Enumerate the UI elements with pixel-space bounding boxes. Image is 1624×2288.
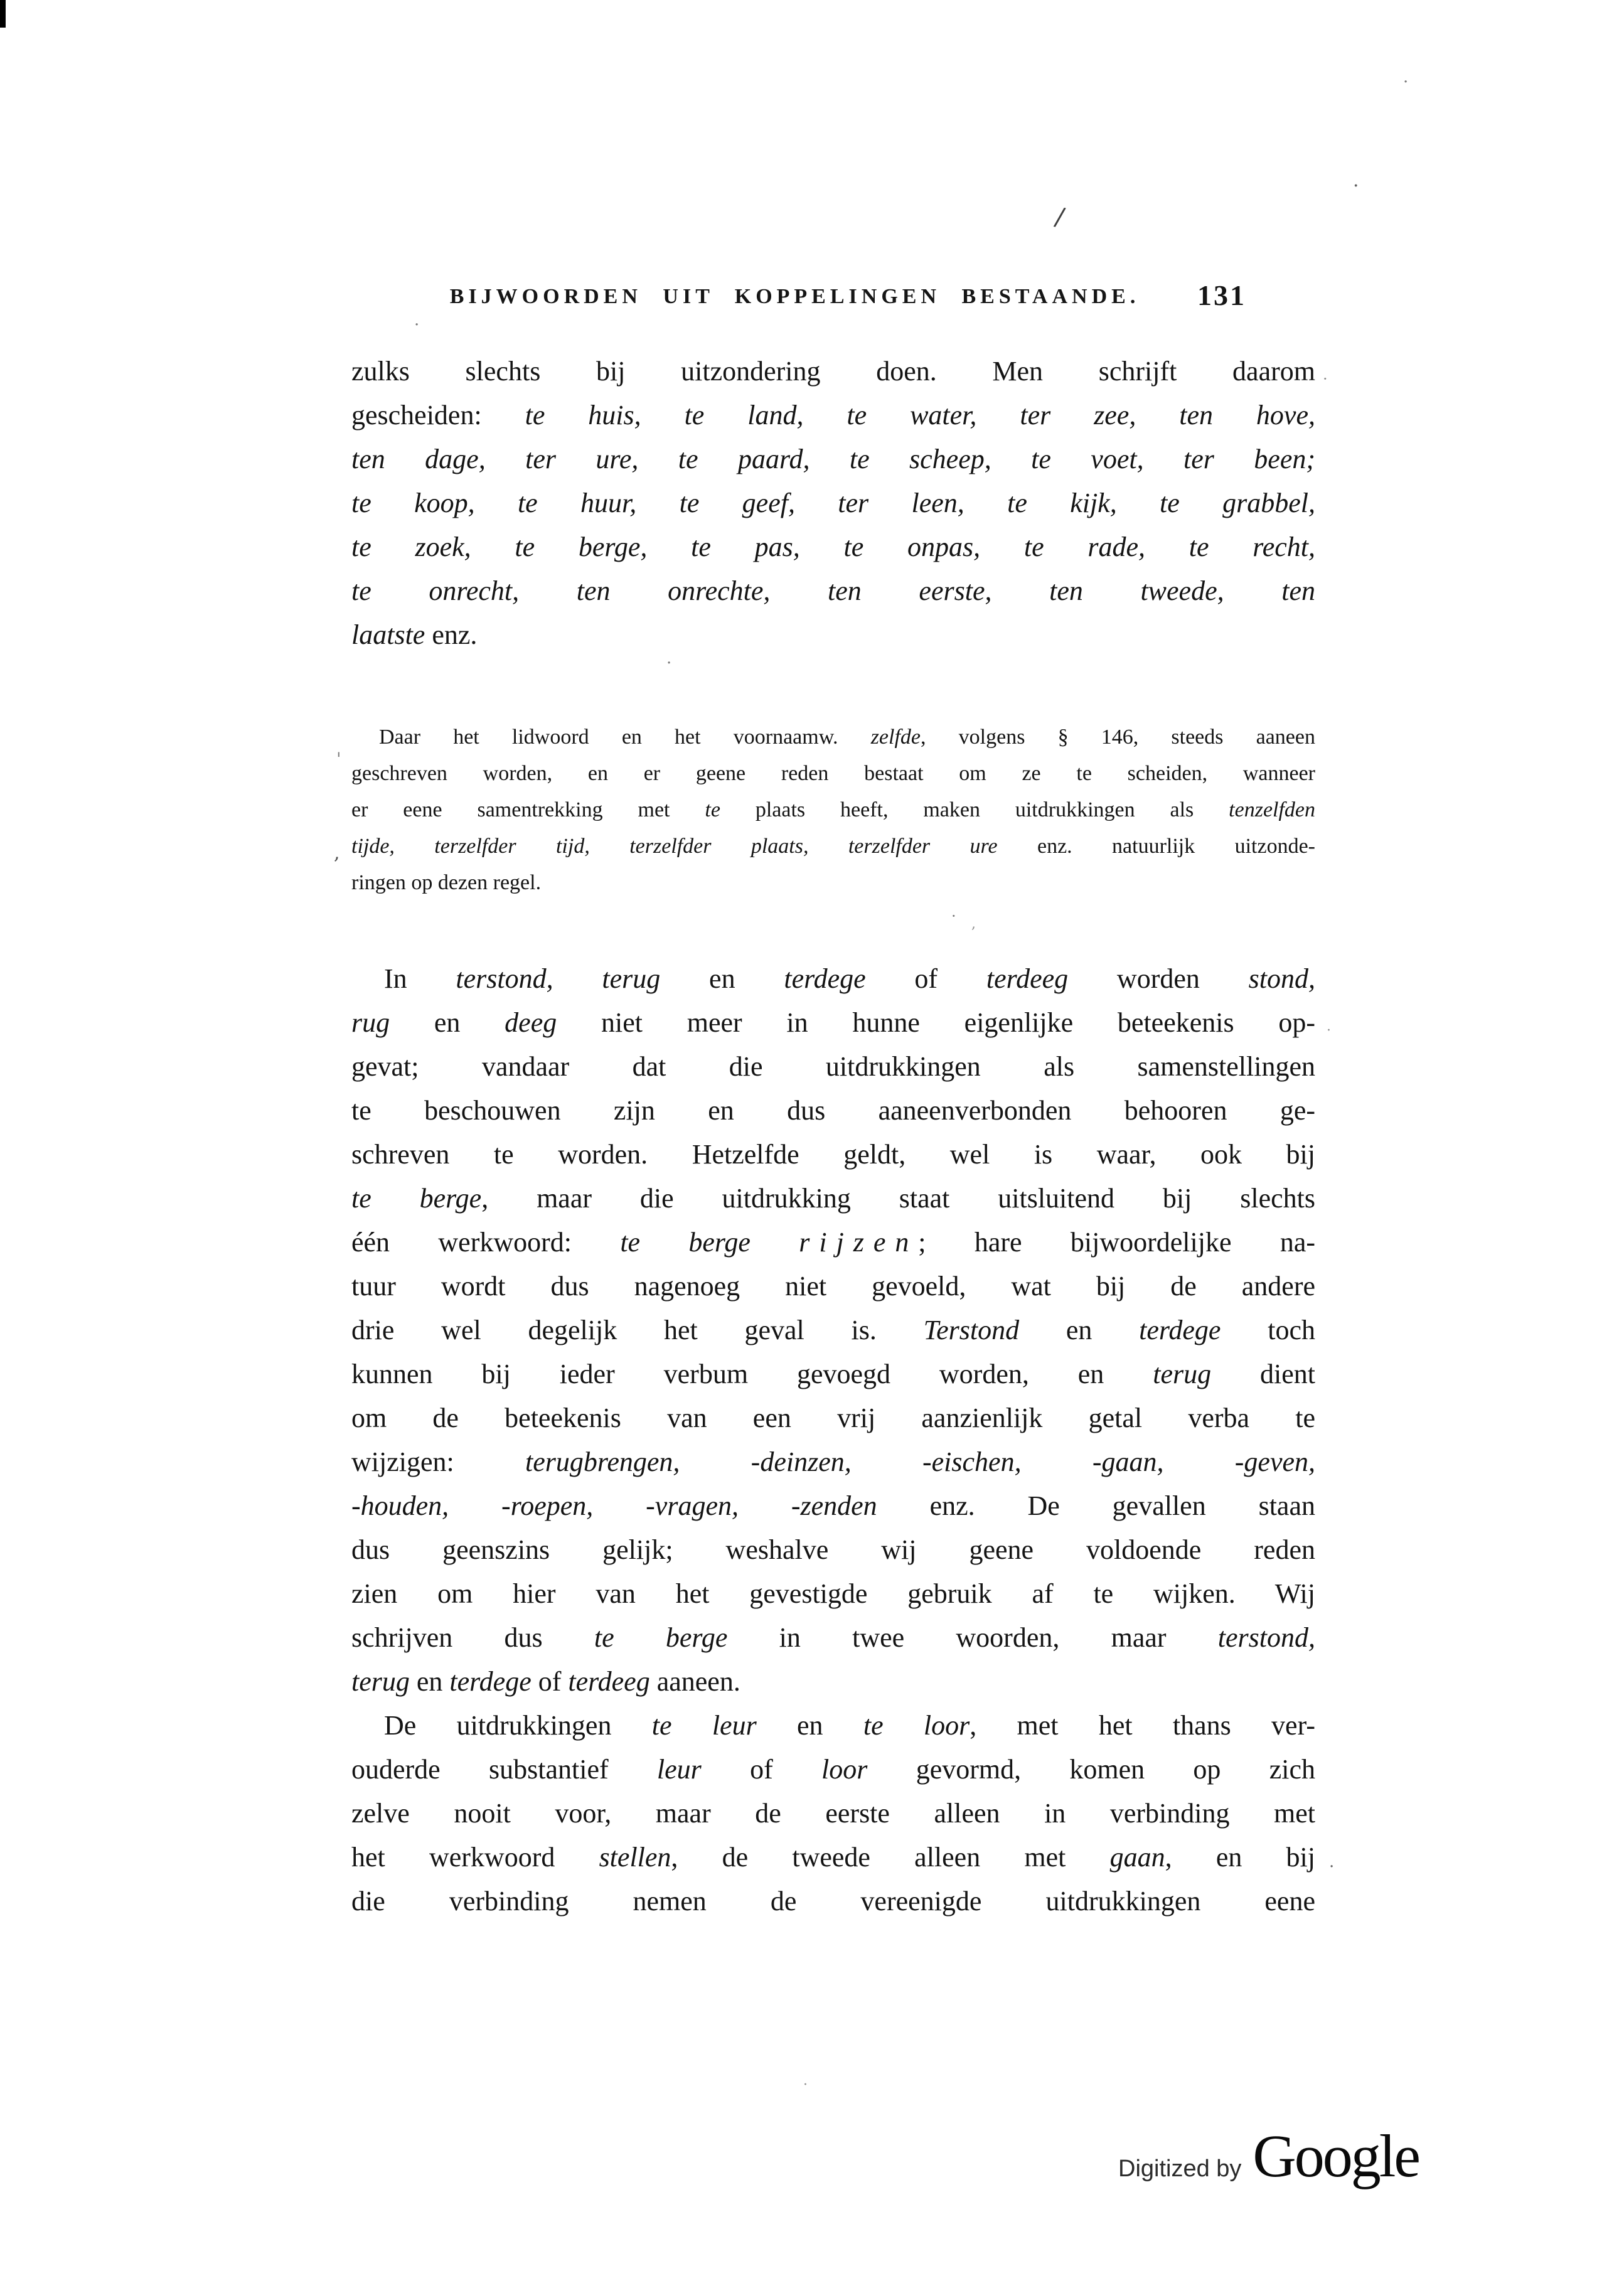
text-run: dient <box>1211 1359 1315 1389</box>
text-line <box>351 1396 1315 1440</box>
italic-run: terdeeg <box>986 963 1069 994</box>
text-line <box>351 1484 1315 1528</box>
text-run: Daar het lidwoord en het voornaamw. <box>379 725 871 749</box>
text-run: één werkwoord: <box>351 1227 621 1258</box>
text-run: het werkwoord <box>351 1842 599 1873</box>
text-run: dus geenszins gelijk; weshalve wij geene voldoende reden <box>351 1534 1315 1565</box>
digitized-by-label: Digitized by <box>1118 2156 1242 2182</box>
paragraph-te-leur <box>351 1704 1315 1923</box>
text-run: enz. natuurlijk uitzonde- <box>997 835 1316 858</box>
text-run: , maar die uitdrukking staat uitsluitend bij slechts <box>481 1183 1315 1214</box>
italic-run: stond, <box>1248 963 1316 994</box>
scan-noise-mark: · <box>666 654 672 673</box>
scan-noise-mark: · <box>1329 1858 1335 1876</box>
italic-run: terstond, terug <box>456 963 661 994</box>
text-run: zelve nooit voor, maar de eerste alleen in verbinding met <box>351 1798 1315 1829</box>
scan-noise-mark: , <box>971 916 976 932</box>
text-run: , en bij <box>1165 1842 1316 1873</box>
text-line <box>351 756 1315 792</box>
text-run: , volgens § 146, steeds aaneen <box>921 725 1315 749</box>
text-run: gescheiden: <box>351 400 525 430</box>
text-run: in twee woorden, maar <box>727 1622 1218 1653</box>
italic-run: -houden, -roepen, -vragen, -zenden <box>351 1490 877 1521</box>
small-print-note <box>351 719 1315 901</box>
text-line <box>351 569 1315 613</box>
text-run: De uitdrukkingen <box>384 1710 652 1741</box>
digitization-credit <box>1118 2122 1419 2189</box>
text-run: om de beteekenis van een vrij aanzienlijk getal verba te <box>351 1403 1315 1433</box>
running-header-title: BIJWOORDEN UIT KOPPELINGEN BESTAANDE. <box>449 285 1140 308</box>
text-run: plaats heeft, maken uitdrukkingen als <box>720 798 1229 821</box>
text-run: wijzigen: <box>351 1446 525 1477</box>
text-line <box>351 1001 1315 1045</box>
page-number: 131 <box>1197 279 1246 311</box>
text-run: er eene samentrekking met <box>351 798 705 821</box>
text-line <box>351 1528 1315 1572</box>
italic-run: stellen <box>599 1842 671 1873</box>
scan-noise-mark: · <box>414 316 420 334</box>
scan-noise-mark: · <box>1403 73 1409 92</box>
text-line <box>351 613 1315 657</box>
scan-edge-artifact <box>0 0 6 28</box>
scan-noise-mark: · <box>803 2077 808 2093</box>
text-line <box>351 1660 1315 1704</box>
text-run: of <box>865 963 986 994</box>
text-line <box>351 1836 1315 1879</box>
paragraph-terstond <box>351 957 1315 1704</box>
text-run: gevat; vandaar dat die uitdrukkingen als samenstellingen <box>351 1051 1315 1082</box>
italic-run: laatste <box>351 619 432 650</box>
italic-run: te leur <box>651 1710 757 1741</box>
text-run: ringen op dezen regel. <box>351 871 542 894</box>
italic-run: rug <box>351 1007 390 1038</box>
italic-run: terug <box>1153 1359 1212 1389</box>
italic-run: tenzelfden <box>1229 798 1316 821</box>
italic-run: loor <box>821 1754 868 1785</box>
italic-run: te berge <box>594 1622 728 1653</box>
italic-run: leur <box>656 1754 702 1785</box>
text-run: toch <box>1221 1315 1315 1345</box>
text-run: ; hare bijwoordelijke na- <box>918 1227 1316 1258</box>
text-line <box>351 957 1315 1001</box>
italic-run: te huis, te land, te water, ter zee, ten hove, <box>525 400 1315 430</box>
text-line <box>351 1308 1315 1352</box>
text-line <box>351 1352 1315 1396</box>
italic-run: terdeeg <box>568 1666 650 1697</box>
text-line <box>351 1264 1315 1308</box>
text-run: worden <box>1068 963 1249 994</box>
text-run: , met het thans ver- <box>970 1710 1316 1741</box>
text-run: of <box>701 1754 822 1785</box>
text-line <box>351 865 1315 901</box>
text-line <box>351 1616 1315 1660</box>
italic-run: te <box>705 798 720 821</box>
italic-run: te onrecht, ten onrechte, ten eerste, ten tweede, ten <box>351 575 1315 606</box>
text-run: en <box>390 1007 505 1038</box>
text-run: schreven te worden. Hetzelfde geldt, wel is waar, ook bij <box>351 1139 1315 1170</box>
text-run: zulks slechts bij uitzondering doen. Men schrijft daarom <box>351 356 1315 387</box>
google-logo: Google <box>1253 2122 1419 2189</box>
text-line <box>351 1045 1315 1089</box>
text-line <box>351 719 1315 756</box>
text-run: kunnen bij ieder verbum gevoegd worden, en <box>351 1359 1153 1389</box>
text-run: aaneen. <box>649 1666 740 1697</box>
text-run: en <box>409 1666 450 1697</box>
text-run: enz. De gevallen staan <box>877 1490 1315 1521</box>
spaced-italic-run: rijzen <box>799 1227 919 1258</box>
italic-run: te loor <box>863 1710 970 1741</box>
text-run: en <box>1019 1315 1140 1345</box>
text-run: te beschouwen zijn en dus aaneenverbonden behooren ge- <box>351 1095 1315 1126</box>
text-line <box>351 1879 1315 1923</box>
scan-noise-mark: ' <box>336 749 341 769</box>
running-header <box>351 281 1315 325</box>
italic-run: gaan <box>1109 1842 1165 1873</box>
italic-run: terug <box>351 1666 410 1697</box>
text-line <box>351 1572 1315 1616</box>
text-line <box>351 1133 1315 1177</box>
italic-run: te berge <box>351 1183 482 1214</box>
italic-run: terdege <box>449 1666 532 1697</box>
text-line <box>351 792 1315 828</box>
italic-run: ten dage, ter ure, te paard, te scheep, te voet, ter been; <box>351 444 1315 474</box>
text-run: en <box>660 963 784 994</box>
text-run: , de tweede alleen met <box>671 1842 1110 1873</box>
text-line <box>351 1704 1315 1748</box>
text-run: en <box>756 1710 863 1741</box>
text-run: tuur wordt dus nagenoeg niet gevoeld, wat bij de andere <box>351 1271 1315 1302</box>
text-run: In <box>384 963 456 994</box>
text-line <box>351 1440 1315 1484</box>
text-line <box>351 1177 1315 1221</box>
text-run: gevormd, komen op zich <box>867 1754 1315 1785</box>
text-run: die verbinding nemen de vereenigde uitdrukkingen eene <box>351 1886 1315 1916</box>
scan-noise-mark: · <box>1323 370 1328 388</box>
text-line <box>351 1748 1315 1792</box>
scan-noise-mark: · <box>1353 175 1359 197</box>
text-line <box>351 1792 1315 1836</box>
italic-run: te zoek, te berge, te pas, te onpas, te rade, te recht, <box>351 532 1315 562</box>
text-line <box>351 481 1315 525</box>
italic-run: terdege <box>784 963 866 994</box>
text-run: geschreven worden, en er geene reden bestaat om ze te scheiden, wanneer <box>351 762 1315 785</box>
text-line <box>351 1221 1315 1264</box>
paragraph-continuation <box>351 350 1315 657</box>
text-line <box>351 1089 1315 1133</box>
italic-run: zelfde <box>870 725 921 749</box>
italic-run: terugbrengen, -deinzen, -eischen, -gaan, -geven, <box>525 1446 1316 1477</box>
italic-run: terstond, <box>1217 1622 1315 1653</box>
text-line <box>351 437 1315 481</box>
text-run: niet meer in hunne eigenlijke beteekenis op- <box>557 1007 1316 1038</box>
scan-noise-mark: / <box>1052 202 1067 232</box>
text-line <box>351 393 1315 437</box>
italic-run: te berge <box>620 1227 799 1258</box>
italic-run: Terstond <box>923 1315 1020 1345</box>
italic-run: te koop, te huur, te geef, ter leen, te kijk, te grabbel, <box>351 488 1315 518</box>
text-run: zien om hier van het gevestigde gebruik af te wijken. Wij <box>351 1578 1315 1609</box>
text-run: enz. <box>432 619 478 650</box>
italic-run: deeg <box>505 1007 557 1038</box>
italic-run: terdege <box>1139 1315 1221 1345</box>
text-line <box>351 525 1315 569</box>
text-run: drie wel degelijk het geval is. <box>351 1315 924 1345</box>
italic-run: tijde, terzelfder tijd, terzelfder plaats, terzelfder ure <box>351 835 998 858</box>
scan-noise-mark: , <box>334 842 340 864</box>
text-run: ouderde substantief <box>351 1754 657 1785</box>
scan-noise-mark: · <box>951 907 956 925</box>
text-run: of <box>531 1666 569 1697</box>
text-line <box>351 350 1315 393</box>
text-run: schrijven dus <box>351 1622 594 1653</box>
text-line <box>351 828 1315 865</box>
scan-noise-mark: · <box>1327 1023 1331 1039</box>
